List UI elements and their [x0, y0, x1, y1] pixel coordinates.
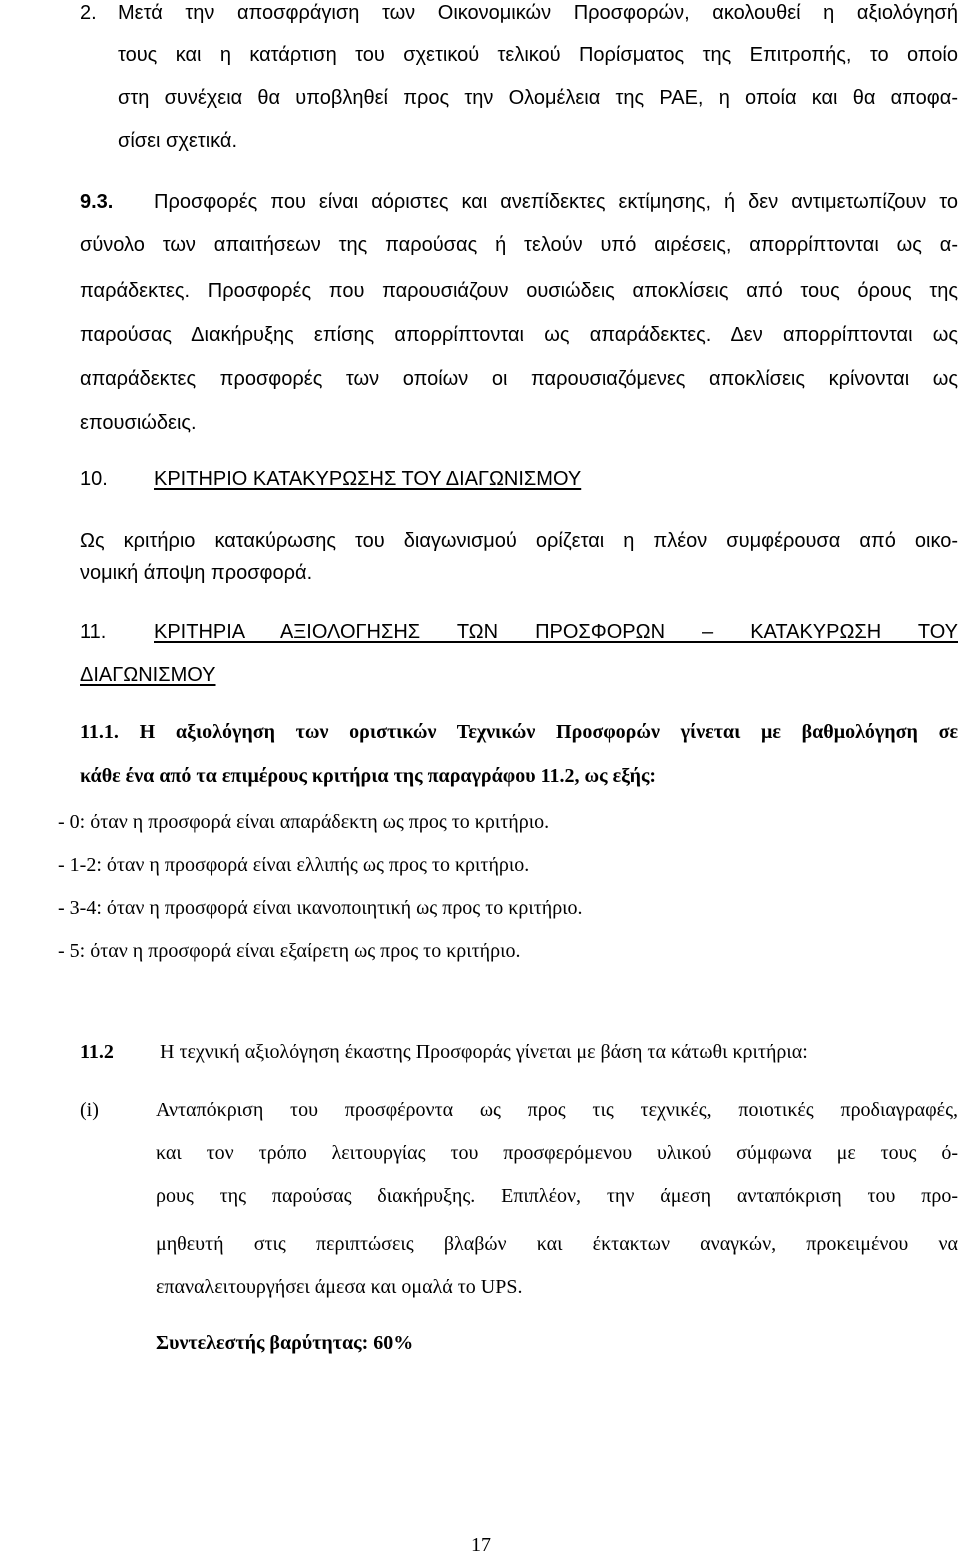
- section-9-3-line-6: επουσιώδεις.: [80, 412, 197, 434]
- item-2-line-1: Μετά την αποσφράγιση των Οικονομικών Προσφορών, ακολουθεί η αξιολόγησή: [118, 2, 958, 24]
- section-9-3-line-2: σύνολο των απαιτήσεων της παρούσας ή τελούν υπό αιρέσεις, απορρίπτονται ως α-: [80, 234, 958, 256]
- score-item-0: - 0: όταν η προσφορά είναι απαράδεκτη ως προς το κριτήριο.: [58, 811, 550, 833]
- section-9-3-number: 9.3.: [80, 191, 114, 213]
- score-item-1-2: - 1-2: όταν η προσφορά είναι ελλιπής ως προς το κριτήριο.: [58, 854, 530, 876]
- criterion-i-line-5: επαναλειτουργήσει άμεσα και ομαλά το UPS.: [156, 1276, 523, 1298]
- criterion-i-line-3: ρους της παρούσας διακήρυξης. Επιπλέον, την άμεση ανταπόκριση του προ-: [156, 1185, 958, 1207]
- section-11-1-line-1: 11.1. Η αξιολόγηση των οριστικών Τεχνικών Προσφορών γίνεται με βαθμολόγηση σε: [80, 721, 958, 743]
- criterion-i-label: (i): [80, 1099, 99, 1121]
- item-2-line-3: στη συνέχεια θα υποβληθεί προς την Ολομέλεια της ΡΑΕ, η οποία και θα αποφα-: [118, 87, 958, 109]
- section-10-number: 10.: [80, 468, 108, 490]
- criterion-i-line-2: και τον τρόπο λειτουργίας του προσφερόμενου υλικού σύμφωνα με τους ό-: [156, 1142, 958, 1164]
- criterion-i-weight: Συντελεστής βαρύτητας: 60%: [156, 1332, 414, 1354]
- item-2-number: 2.: [80, 2, 97, 24]
- section-10-line-2: νομική άποψη προσφορά.: [80, 562, 313, 584]
- section-11-title-line-1: ΚΡΙΤΗΡΙΑ ΑΞΙΟΛΟΓΗΣΗΣ ΤΩΝ ΠΡΟΣΦΟΡΩΝ – ΚΑΤΑΚΥΡΩΣΗ ΤΟΥ: [154, 621, 958, 643]
- section-9-3-line-3: παράδεκτες. Προσφορές που παρουσιάζουν ουσιώδεις αποκλίσεις από τους όρους της: [80, 280, 958, 302]
- section-10-line-1: Ως κριτήριο κατακύρωσης του διαγωνισμού ορίζεται η πλέον συμφέρουσα από οικο-: [80, 530, 958, 552]
- section-11-title-line-2: ΔΙΑΓΩΝΙΣΜΟΥ: [80, 664, 216, 686]
- score-item-3-4: - 3-4: όταν η προσφορά είναι ικανοποιητική ως προς το κριτήριο.: [58, 897, 583, 919]
- criterion-i-line-1: Ανταπόκριση του προσφέροντα ως προς τις τεχνικές, ποιοτικές προδιαγραφές,: [156, 1099, 958, 1121]
- section-11-2-number: 11.2: [80, 1041, 114, 1063]
- section-10-title: ΚΡΙΤΗΡΙΟ ΚΑΤΑΚΥΡΩΣΗΣ ΤΟΥ ΔΙΑΓΩΝΙΣΜΟΥ: [154, 468, 582, 490]
- section-9-3-line-1: Προσφορές που είναι αόριστες και ανεπίδεκτες εκτίμησης, ή δεν αντιμετωπίζουν το: [154, 191, 958, 213]
- criterion-i-line-4: μηθευτή στις περιπτώσεις βλαβών και έκτακτων αναγκών, προκειμένου να: [156, 1233, 958, 1255]
- section-11-number: 11.: [80, 621, 107, 643]
- item-2-line-4: σίσει σχετικά.: [118, 130, 238, 152]
- score-item-5: - 5: όταν η προσφορά είναι εξαίρετη ως προς το κριτήριο.: [58, 940, 521, 962]
- page-number: 17: [471, 1534, 491, 1556]
- section-9-3-line-5: απαράδεκτες προσφορές των οποίων οι παρουσιαζόμενες αποκλίσεις κρίνονται ως: [80, 368, 958, 390]
- section-11-1-line-2: κάθε ένα από τα επιμέρους κριτήρια της παραγράφου 11.2, ως εξής:: [80, 765, 657, 787]
- item-2-line-2: τους και η κατάρτιση του σχετικού τελικού Πορίσματος της Επιτροπής, το οποίο: [118, 44, 958, 66]
- section-11-2-text: Η τεχνική αξιολόγηση έκαστης Προσφοράς γίνεται με βάση τα κάτωθι κριτήρια:: [160, 1041, 808, 1063]
- section-9-3-line-4: παρούσας Διακήρυξης επίσης απορρίπτονται ως απαράδεκτες. Δεν απορρίπτονται ως: [80, 324, 958, 346]
